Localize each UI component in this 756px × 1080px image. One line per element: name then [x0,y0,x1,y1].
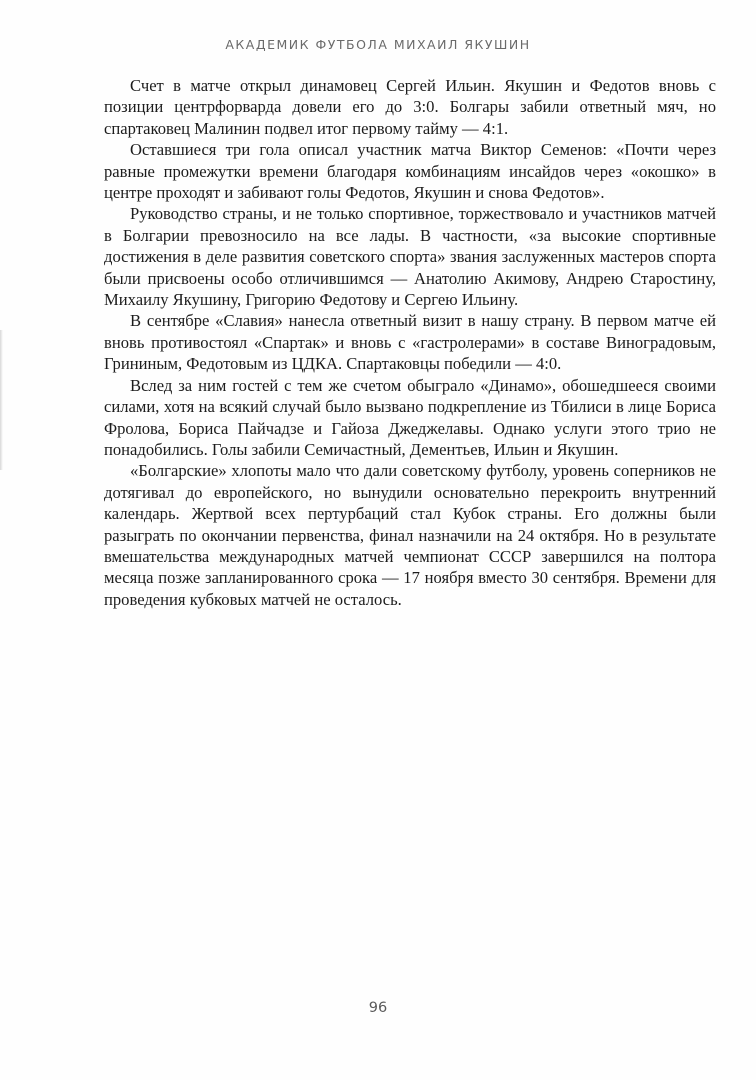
running-header: АКАДЕМИК ФУТБОЛА МИХАИЛ ЯКУШИН [225,37,531,52]
paragraph-4: В сентябре «Славия» нанесла ответный визит в нашу страну. В первом матче ей вновь противостоял «Спартак» и вновь с «гастролерами» в составе Виноградовым, Грининым, Федотовым из ЦДКА. Спартаковцы победили — 4:0. [104,311,716,374]
page-number: 96 [368,1000,388,1016]
paragraph-1: Счет в матче открыл динамовец Сергей Ильин. Якушин и Федотов вновь с позиции центрфорварда довели его до 3:0. Болгары забили ответный мяч, но спартаковец Малинин подвел итог первому тайму — 4:1. [104,76,716,138]
paragraph-2: Оставшиеся три гола описал участник матча Виктор Семенов: «Почти через равные промежутки времени благодаря комбинациям инсайдов через «окошко» в центре проходят и забивают голы Федотов, Якушин и снова Федотов». [104,140,716,203]
paragraph-6: «Болгарские» хлопоты мало что дали советскому футболу, уровень соперников не дотягивал до европейского, но вынудили основательно перекроить внутренний календарь. Жертвой всех пертурбаций стал Кубок страны. Его должны были разыграть по окончании первенства, финал назначили на 24 октября. Но в результате вмешательства международных матчей чемпионат СССР завершился на полтора месяца позже запланированного срока — 17 ноября вместо 30 сентября. Времени для проведения кубковых матчей не осталось. [104,461,716,609]
paragraph-5: Вслед за ним гостей с тем же счетом обыграло «Динамо», обошедшееся своими силами, хотя на всякий случай было вызвано подкрепление из Тбилиси в лице Бориса Фролова, Бориса Пайчадзе и Гайоза Джеджелавы. Однако услуги этого трио не понадобились. Голы забили Семичастный, Дементьев, Ильин и Якушин. [104,375,716,459]
page-edge-shadow [0,330,3,470]
body-text [104,75,716,610]
paragraph-3: Руководство страны, и не только спортивное, торжествовало и участников матчей в Болгарии превозносило на все лады. В частности, «за высокие спортивные достижения в деле развития советского спорта» звания заслуженных мастеров спорта были присвоены особо отличившимся — Анатолию Акимову, Андрею Старостину, Михаилу Якушину, Григорию Федотову и Сергею Ильину. [104,204,716,310]
